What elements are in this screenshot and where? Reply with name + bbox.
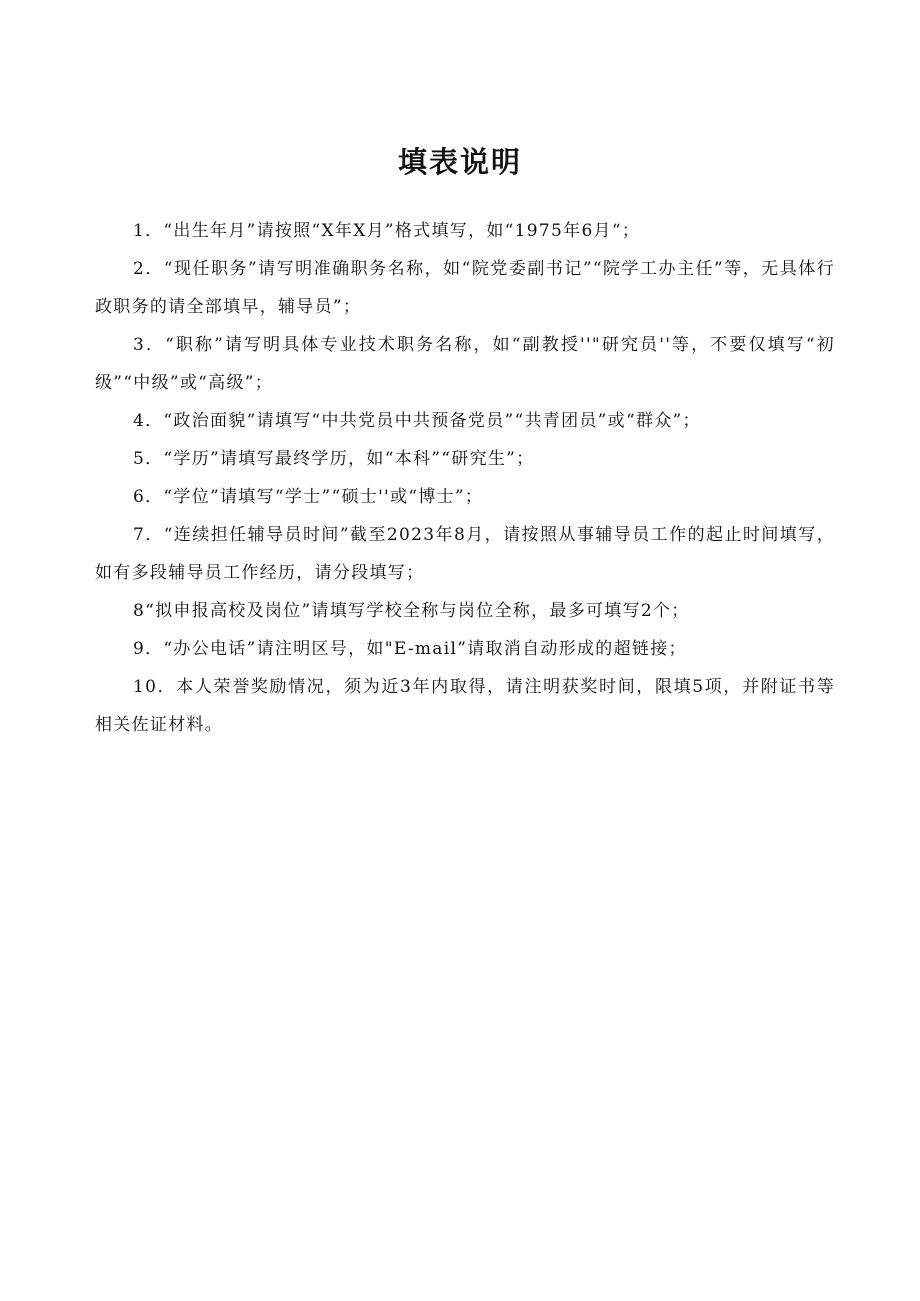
instruction-item-9: 9．“办公电话”请注明区号，如"E-mail”请取消自动形成的超链接； bbox=[133, 639, 687, 659]
page-title: 填表说明 bbox=[397, 145, 522, 179]
instruction-item-5: 5．“学历”请填写最终学历，如“本科”“研究生”； bbox=[133, 449, 535, 469]
instruction-item-7: 7．“连续担任辅导员时间”截至2023年8月，请按照从事辅导员工作的起止时间填写，如有多段辅导员工作经历，请分段填写； bbox=[95, 525, 835, 583]
instruction-item-3: 3．“职称”请写明具体专业技术职务名称，如“副教授''"研究员''等，不要仅填写“初级”“中级”或“高级”； bbox=[95, 335, 835, 393]
instruction-item-1: 1．“出生年月”请按照“X年X月”格式填写，如“1975年6月“； bbox=[133, 221, 641, 241]
instruction-item-2: 2．“现任职务”请写明准确职务名称，如“院党委副书记”“院学工办主任”等，无具体行政职务的请全部填早，辅导员”； bbox=[95, 259, 835, 317]
instruction-item-6: 6．“学位”请填写“学士”“硕士''或“博士”； bbox=[133, 487, 484, 507]
instruction-item-10: 10．本人荣誉奖励情况，须为近3年内取得，请注明获奖时间，限填5项，并附证书等相关佐证材料。 bbox=[95, 677, 835, 735]
instruction-item-8: 8“拟申报高校及岗位”请填写学校全称与岗位全称，最多可填写2个； bbox=[133, 601, 690, 621]
instruction-item-4: 4．“政治面貌”请填写“中共党员中共预备党员”“共青团员”或“群众”； bbox=[133, 411, 701, 431]
instruction-list bbox=[95, 212, 835, 744]
